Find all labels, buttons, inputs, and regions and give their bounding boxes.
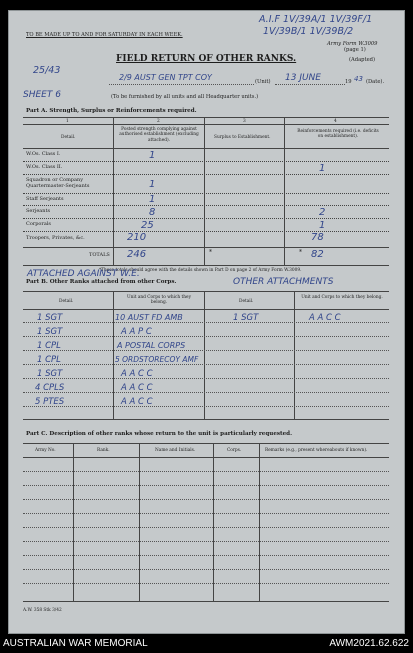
date-field-line xyxy=(275,84,345,85)
row-label-troopers: Troopers, Privates, &c. xyxy=(26,235,85,241)
part-b-detail-2: 1 SGT xyxy=(37,327,63,337)
posted-troopers: 210 xyxy=(127,232,147,243)
posted-wo-class-1: 1 xyxy=(149,150,156,161)
part-a-title: Part A. Strength, Surplus or Reinforcements required. xyxy=(26,108,197,114)
handwritten-sheet-number: SHEET 6 xyxy=(23,90,61,100)
part-b-detail-4: 1 CPL xyxy=(37,355,61,365)
posted-cqms: 1 xyxy=(149,179,156,190)
part-b-unit-5: A A C C xyxy=(121,369,153,379)
unit-field-line xyxy=(109,84,254,85)
unit-label: (Unit) xyxy=(255,79,271,85)
part-a-col-number-3: 3 xyxy=(243,119,246,124)
part-b-unit-7: A A C C xyxy=(121,397,153,407)
part-a-header-reinforcements: Reinforcements required (i.e. deficits on establishment). xyxy=(297,129,379,140)
row-label-wo-class-1: W.Os. Class I. xyxy=(26,151,61,157)
part-a-header-surplus: Surplus to Establishment. xyxy=(214,135,271,140)
handwritten-return-number: 25/43 xyxy=(33,65,61,76)
handwritten-year: 43 xyxy=(354,75,363,83)
handwritten-unit-name: 2/9 AUST GEN TPT COY xyxy=(119,73,212,82)
part-c-header-army-no: Army No. xyxy=(35,448,56,453)
part-b-detail-3: 1 CPL xyxy=(37,341,61,351)
date-label: (Date). xyxy=(366,79,385,85)
part-c-header-corps: Corps. xyxy=(227,448,242,453)
part-b-header-detail-left: Detail. xyxy=(59,299,74,304)
part-c-header-name: Name and Initials. xyxy=(155,448,196,453)
part-a-footnote: *These totals should agree with the details shown in Part D on page 2 of Army Form W.3009. xyxy=(99,268,302,273)
part-c-header-rank: Rank. xyxy=(97,448,110,453)
row-label-staff-serjeants: Staff Serjeants xyxy=(26,196,64,202)
handwritten-other-attachments: OTHER ATTACHMENTS xyxy=(233,277,334,287)
part-b-header-unit-left: Unit and Corps to which they belong. xyxy=(126,295,192,306)
row-label-wo-class-2: W.Os. Class II. xyxy=(26,164,63,170)
part-a-col-number-2: 2 xyxy=(157,119,160,124)
part-b-header-detail-right: Detail. xyxy=(239,299,254,304)
totals-surplus-mark: * xyxy=(209,249,212,256)
totals-label: TOTALS xyxy=(89,252,110,258)
page-number: (page 1) xyxy=(344,47,366,53)
handwritten-date: 13 JUNE xyxy=(285,73,321,83)
part-b-unit-2: A A P C xyxy=(121,327,152,337)
part-b-unit-1: 10 AUST FD AMB xyxy=(115,313,183,322)
part-c-title: Part C. Description of other ranks whose return to the unit is particularly requested. xyxy=(26,431,293,437)
row-label-cqms: Squadron or Company Quartermaster-Serjeants xyxy=(26,177,90,189)
reinf-wo-class-2: 1 xyxy=(319,163,326,174)
print-code: A.W. 358 Stk 3/42 xyxy=(23,608,62,613)
part-b-unit-3: A POSTAL CORPS xyxy=(117,341,186,350)
archive-footer xyxy=(0,635,413,653)
part-b-unit-4: 5 ORDSTORECOY AMF xyxy=(115,355,199,364)
handwritten-reference-2: 1V/39B/1 1V/39B/2 xyxy=(263,26,354,37)
part-b-detail-5: 1 SGT xyxy=(37,369,63,379)
reinf-corporals: 1 xyxy=(319,220,326,231)
totals-reinf-mark: * xyxy=(299,249,302,256)
posted-serjeants: 8 xyxy=(149,207,156,218)
part-b-detail-6: 4 CPLS xyxy=(35,383,65,393)
posted-corporals: 25 xyxy=(141,220,154,231)
army-form-number: Army Form W.3009 xyxy=(327,41,378,47)
part-b-detail-1: 1 SGT xyxy=(37,313,63,323)
part-c-header-remarks: Remarks (e.g., present whereabouts if known). xyxy=(265,448,368,453)
reinf-troopers: 78 xyxy=(311,232,324,243)
posted-staff-serjeants: 1 xyxy=(149,194,156,205)
made-up-note: TO BE MADE UP TO AND FOR SATURDAY IN EACH WEEK. xyxy=(26,32,183,38)
part-b-unit-right-1: A A C C xyxy=(309,313,341,323)
totals-posted: 246 xyxy=(127,249,147,260)
catalogue-number: AWM2021.62.622 xyxy=(329,638,409,649)
part-b-title: Part B. Other Ranks attached from other Corps. xyxy=(26,279,177,285)
adapted-label: (Adapted) xyxy=(349,57,376,63)
handwritten-reference-1: A.I.F 1V/39A/1 1V/39F/1 xyxy=(259,14,373,25)
part-b-detail-7: 5 PTES xyxy=(35,397,65,407)
institution-name: AUSTRALIAN WAR MEMORIAL xyxy=(3,638,148,649)
part-b-header-unit-right: Unit and Corps to which they belong. xyxy=(301,295,383,300)
part-a-col-number-1: 1 xyxy=(66,119,69,124)
part-b-unit-6: A A C C xyxy=(121,383,153,393)
part-a-header-detail: Detail. xyxy=(61,135,76,140)
part-a-header-posted: Posted strength complying against authorised establishment (excluding attached). xyxy=(119,127,199,143)
totals-reinforcements: 82 xyxy=(311,249,324,260)
reinf-serjeants: 2 xyxy=(319,207,326,218)
year-prefix: 19 xyxy=(345,79,352,85)
form-sheet xyxy=(8,10,405,634)
handwritten-attached-against-we: ATTACHED AGAINST W.E. xyxy=(27,269,140,279)
page-title: FIELD RETURN OF OTHER RANKS. xyxy=(116,54,297,64)
row-label-corporals: Corporals xyxy=(26,221,51,227)
part-b-detail-right-1: 1 SGT xyxy=(233,313,259,323)
instruction-text: (To be furnished by all units and all Headquarter units.) xyxy=(111,94,259,100)
row-label-serjeants: Serjeants xyxy=(26,208,51,214)
part-a-col-number-4: 4 xyxy=(334,119,337,124)
